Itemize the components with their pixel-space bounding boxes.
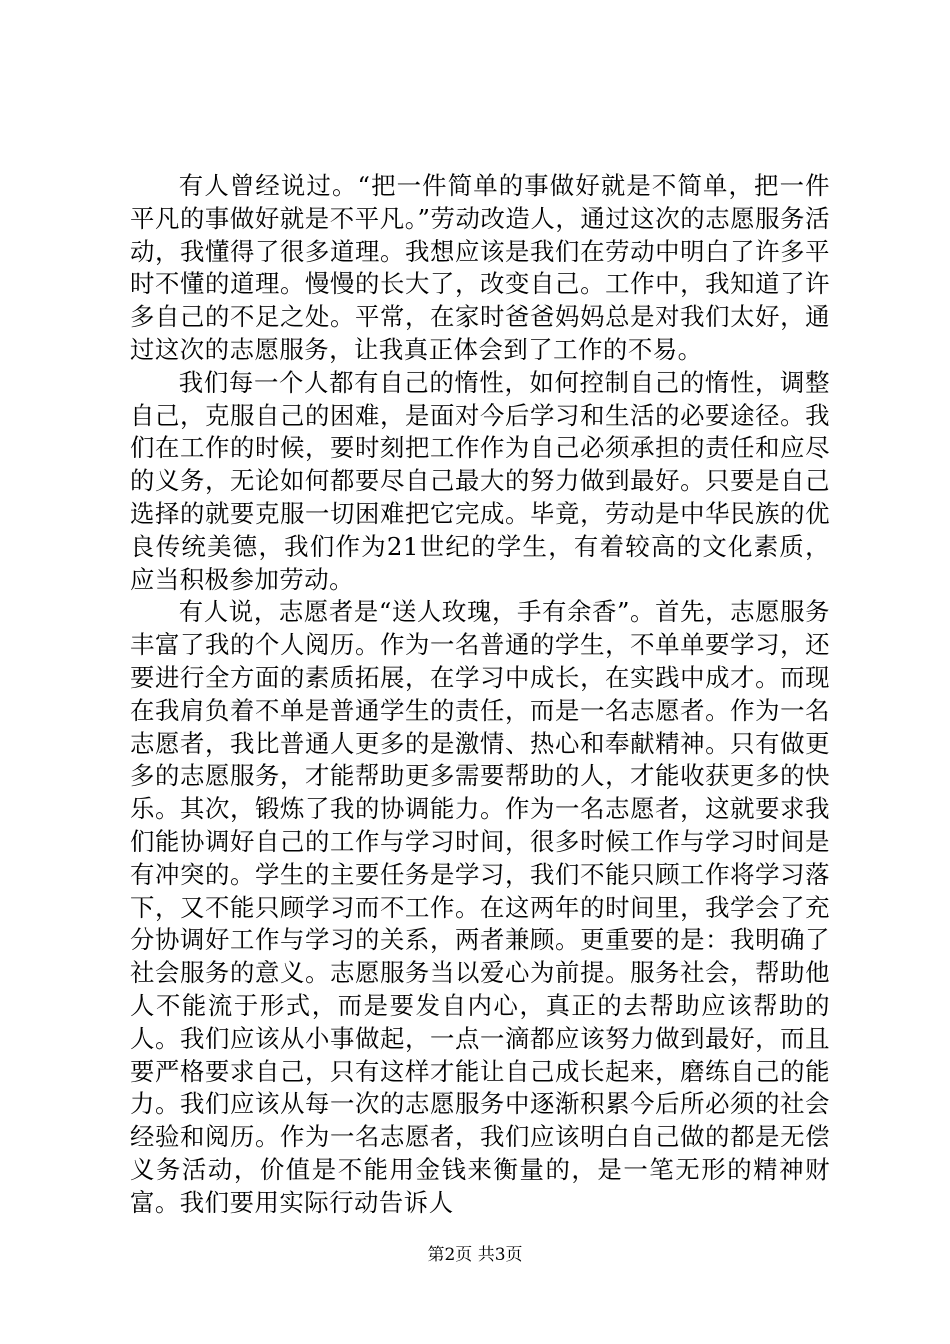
paragraph-2: 我们每一个人都有自己的惰性，如何控制自己的惰性，调整自己，克服自己的困难，是面对今后学习和生活的必要途径。我们在工作的时候，要时刻把工作作为自己必须承担的责任和应尽的义务，无论如何都要尽自己最大的努力做到最好。只要是自己选择的就要克服一切困难把它完成。毕竟，劳动是中华民族的优良传统美德，我们作为21世纪的学生，有着较高的文化素质，应当积极参加劳动。 (130, 367, 830, 594)
document-body (130, 170, 830, 1220)
paragraph-3: 有人说，志愿者是“送人玫瑰，手有余香”。首先，志愿服务丰富了我的个人阅历。作为一名普通的学生，不单单要学习，还要进行全方面的素质拓展，在学习中成长，在实践中成才。而现在我肩负着不单是普通学生的责任，而是一名志愿者。作为一名志愿者，我比普通人更多的是激情、热心和奉献精神。只有做更多的志愿服务，才能帮助更多需要帮助的人，才能收获更多的快乐。其次，锻炼了我的协调能力。作为一名志愿者，这就要求我们能协调好自己的工作与学习时间，很多时候工作与学习时间是有冲突的。学生的主要任务是学习，我们不能只顾工作将学习落下，又不能只顾学习而不工作。在这两年的时间里，我学会了充分协调好工作与学习的关系，两者兼顾。更重要的是：我明确了社会服务的意义。志愿服务当以爱心为前提。服务社会，帮助他人不能流于形式，而是要发自内心，真正的去帮助应该帮助的人。我们应该从小事做起，一点一滴都应该努力做到最好，而且要严格要求自己，只有这样才能让自己成长起来，磨练自己的能力。我们应该从每一次的志愿服务中逐渐积累今后所必须的社会经验和阅历。作为一名志愿者，我们应该明白自己做的都是无偿义务活动，价值是不能用金钱来衡量的，是一笔无形的精神财富。我们要用实际行动告诉人 (130, 597, 830, 1217)
page-footer: 第2页 共3页 (427, 1245, 523, 1265)
paragraph-1: 有人曾经说过。“把一件简单的事做好就是不简单，把一件平凡的事做好就是不平凡。”劳动改造人，通过这次的志愿服务活动，我懂得了很多道理。我想应该是我们在劳动中明白了许多平时不懂的道理。慢慢的长大了，改变自己。工作中，我知道了许多自己的不足之处。平常，在家时爸爸妈妈总是对我们太好，通过这次的志愿服务，让我真正体会到了工作的不易。 (130, 171, 830, 364)
